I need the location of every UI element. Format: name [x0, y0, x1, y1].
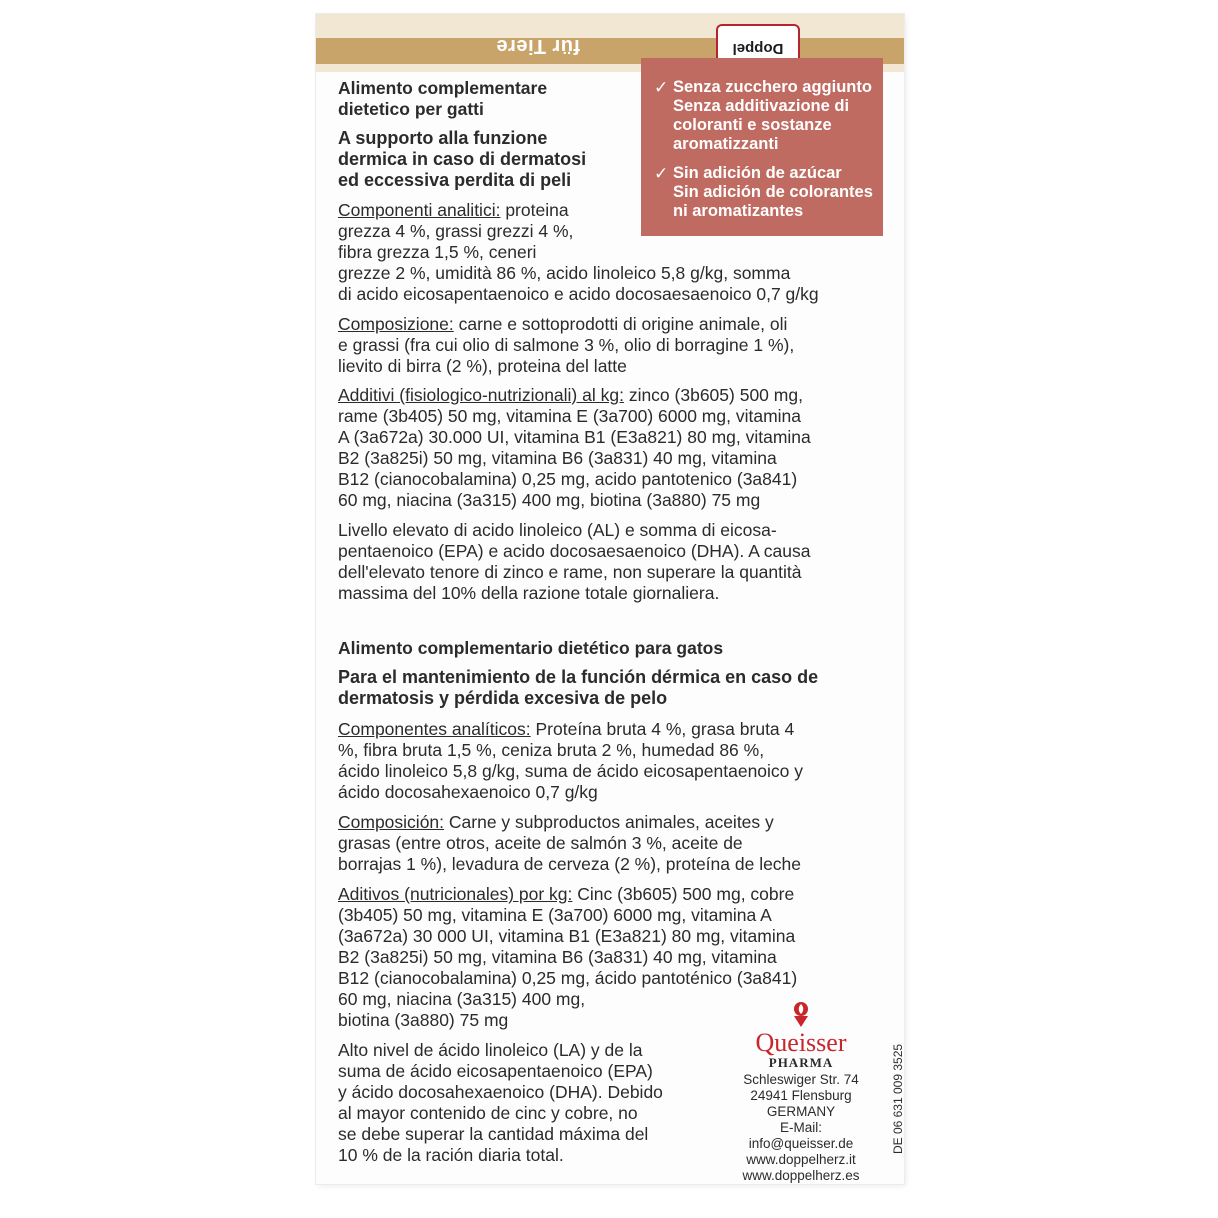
flap-mirrored-label: für Tiere	[496, 35, 581, 57]
brand-name: Queisser	[755, 1028, 847, 1057]
address-web-it: www.doppelherz.it	[746, 1152, 856, 1167]
italian-subheading: A supporto alla funzione dermica in caso di dermatosi ed eccessiva perdita di peli	[338, 128, 587, 190]
spanish-composition: Composición: Carne y subproductos animales, aceites y grasas (entre otros, aceite de salmón 3 %, aceite de borrajas 1 %), levadura de cerveza (2 %), proteína de leche	[338, 812, 802, 874]
address-country: GERMANY	[766, 1104, 836, 1119]
spanish-section	[338, 638, 898, 717]
italian-analytic-label: Componenti analitici:	[338, 200, 501, 220]
spanish-analytic: Componentes analíticos: Proteína bruta 4 %, grasa bruta 4 %, fibra bruta 1,5 %, ceniza bruta 2 %, humedad 86 %, ácido linoleico 5,8 g/kg, suma de ácido eicosapentaenoico y ácido docosahexaenoico 0,7 g/kg	[338, 719, 804, 802]
manufacturer-address	[728, 1072, 874, 1184]
italian-additives-label: Additivi (fisiologico-nutrizionali) al kg:	[338, 385, 624, 405]
italian-heading: Alimento complementare dietetico per gatti	[338, 78, 548, 119]
italian-note: Livello elevato di acido linoleico (AL) e somma di eicosa- pentaenoico (EPA) e acido docosaesaenoico (DHA). A causa dell'elevato tenore di zinco e rame, non superare la quantità massima del 10% della razione totale giornaliera.	[338, 520, 811, 603]
checkmark-icon: ✓	[654, 164, 669, 183]
spanish-note: Alto nivel de ácido linoleico (LA) y de la suma de ácido eicosapentaenoico (EPA) y ácido docosahexaenoico (DHA). Debido al mayor contenido de cinc y cobre, no se debe superar la cantidad máxima del 10 % de la ración diaria total.	[338, 1040, 663, 1165]
claim-spanish: ✓ Sin adición de azúcar Sin adición de colorantes ni aromatizantes	[654, 164, 873, 220]
address-city: 24941 Flensburg	[750, 1088, 852, 1103]
spanish-subheading: Para el mantenimiento de la función dérmica en caso de dermatosis y pérdida excesiva de pelo	[338, 667, 819, 708]
spanish-additives-label: Aditivos (nutricionales) por kg:	[338, 884, 573, 904]
claims-box	[641, 58, 883, 236]
queisser-logo-icon	[788, 1000, 814, 1028]
spanish-additives: Aditivos (nutricionales) por kg: Cinc (3b605) 500 mg, cobre (3b405) 50 mg, vitamina E (3a700) 6000 mg, vitamina A (3a672a) 30 000 UI, vitamina B1 (E3a821) 80 mg, vitamina B2 (3a825i) 50 mg, vitamina B6 (3a831) 40 mg, vitamina B12 (cianocobalamina) 0,25 mg, ácido pantoténico (3a841) 60 mg, niacina (3a315) 400 mg, biotina (3a880) 75 mg	[338, 884, 798, 1030]
flap-logo: Doppel	[716, 24, 800, 68]
italian-section	[338, 78, 638, 199]
italian-composition: Composizione: carne e sottoprodotti di origine animale, oli e grassi (fra cui olio di salmone 3 %, olio di borragine 1 %), lievito di birra (2 %), proteina del latte	[338, 314, 795, 376]
italian-analytic: Componenti analitici: proteina grezza 4 %, grassi grezzi 4 %, fibra grezza 1,5 %, ceneri grezze 2 %, umidità 86 %, acido linoleico 5,8 g/kg, somma di acido eicosapentaenoico e acido docosaesaenoico 0,7 g/kg	[338, 200, 819, 304]
spanish-analytic-label: Componentes analíticos:	[338, 719, 531, 739]
italian-additives: Additivi (fisiologico-nutrizionali) al kg: zinco (3b605) 500 mg, rame (3b405) 50 mg, vitamina E (3a700) 6000 mg, vitamina A (3a672a) 30.000 UI, vitamina B1 (E3a821) 80 mg, vitamina B2 (3a825i) 50 mg, vitamina B6 (3a831) 40 mg, vitamina B12 (cianocobalamina) 0,25 mg, acido pantotenico (3a841) 60 mg, niacina (3a315) 400 mg, biotina (3a880) 75 mg	[338, 385, 811, 510]
address-email: E-Mail: info@queisser.de	[748, 1120, 854, 1151]
italian-composition-label: Composizione:	[338, 314, 454, 334]
claim-italian: ✓ Senza zucchero aggiunto Senza additivazione di coloranti e sostanze aromatizzanti	[654, 78, 872, 153]
brand-sub: PHARMA	[768, 1055, 834, 1070]
address-street: Schleswiger Str. 74	[743, 1072, 859, 1087]
address-web-es: www.doppelherz.es	[742, 1168, 860, 1183]
spanish-composition-label: Composición:	[338, 812, 445, 832]
checkmark-icon: ✓	[654, 78, 669, 97]
registration-code-text: DE 06 631 009 3525	[891, 1043, 905, 1155]
spanish-heading: Alimento complementario dietético para gatos	[338, 638, 724, 658]
manufacturer-logo	[726, 1000, 876, 1070]
registration-code	[878, 1040, 905, 1164]
